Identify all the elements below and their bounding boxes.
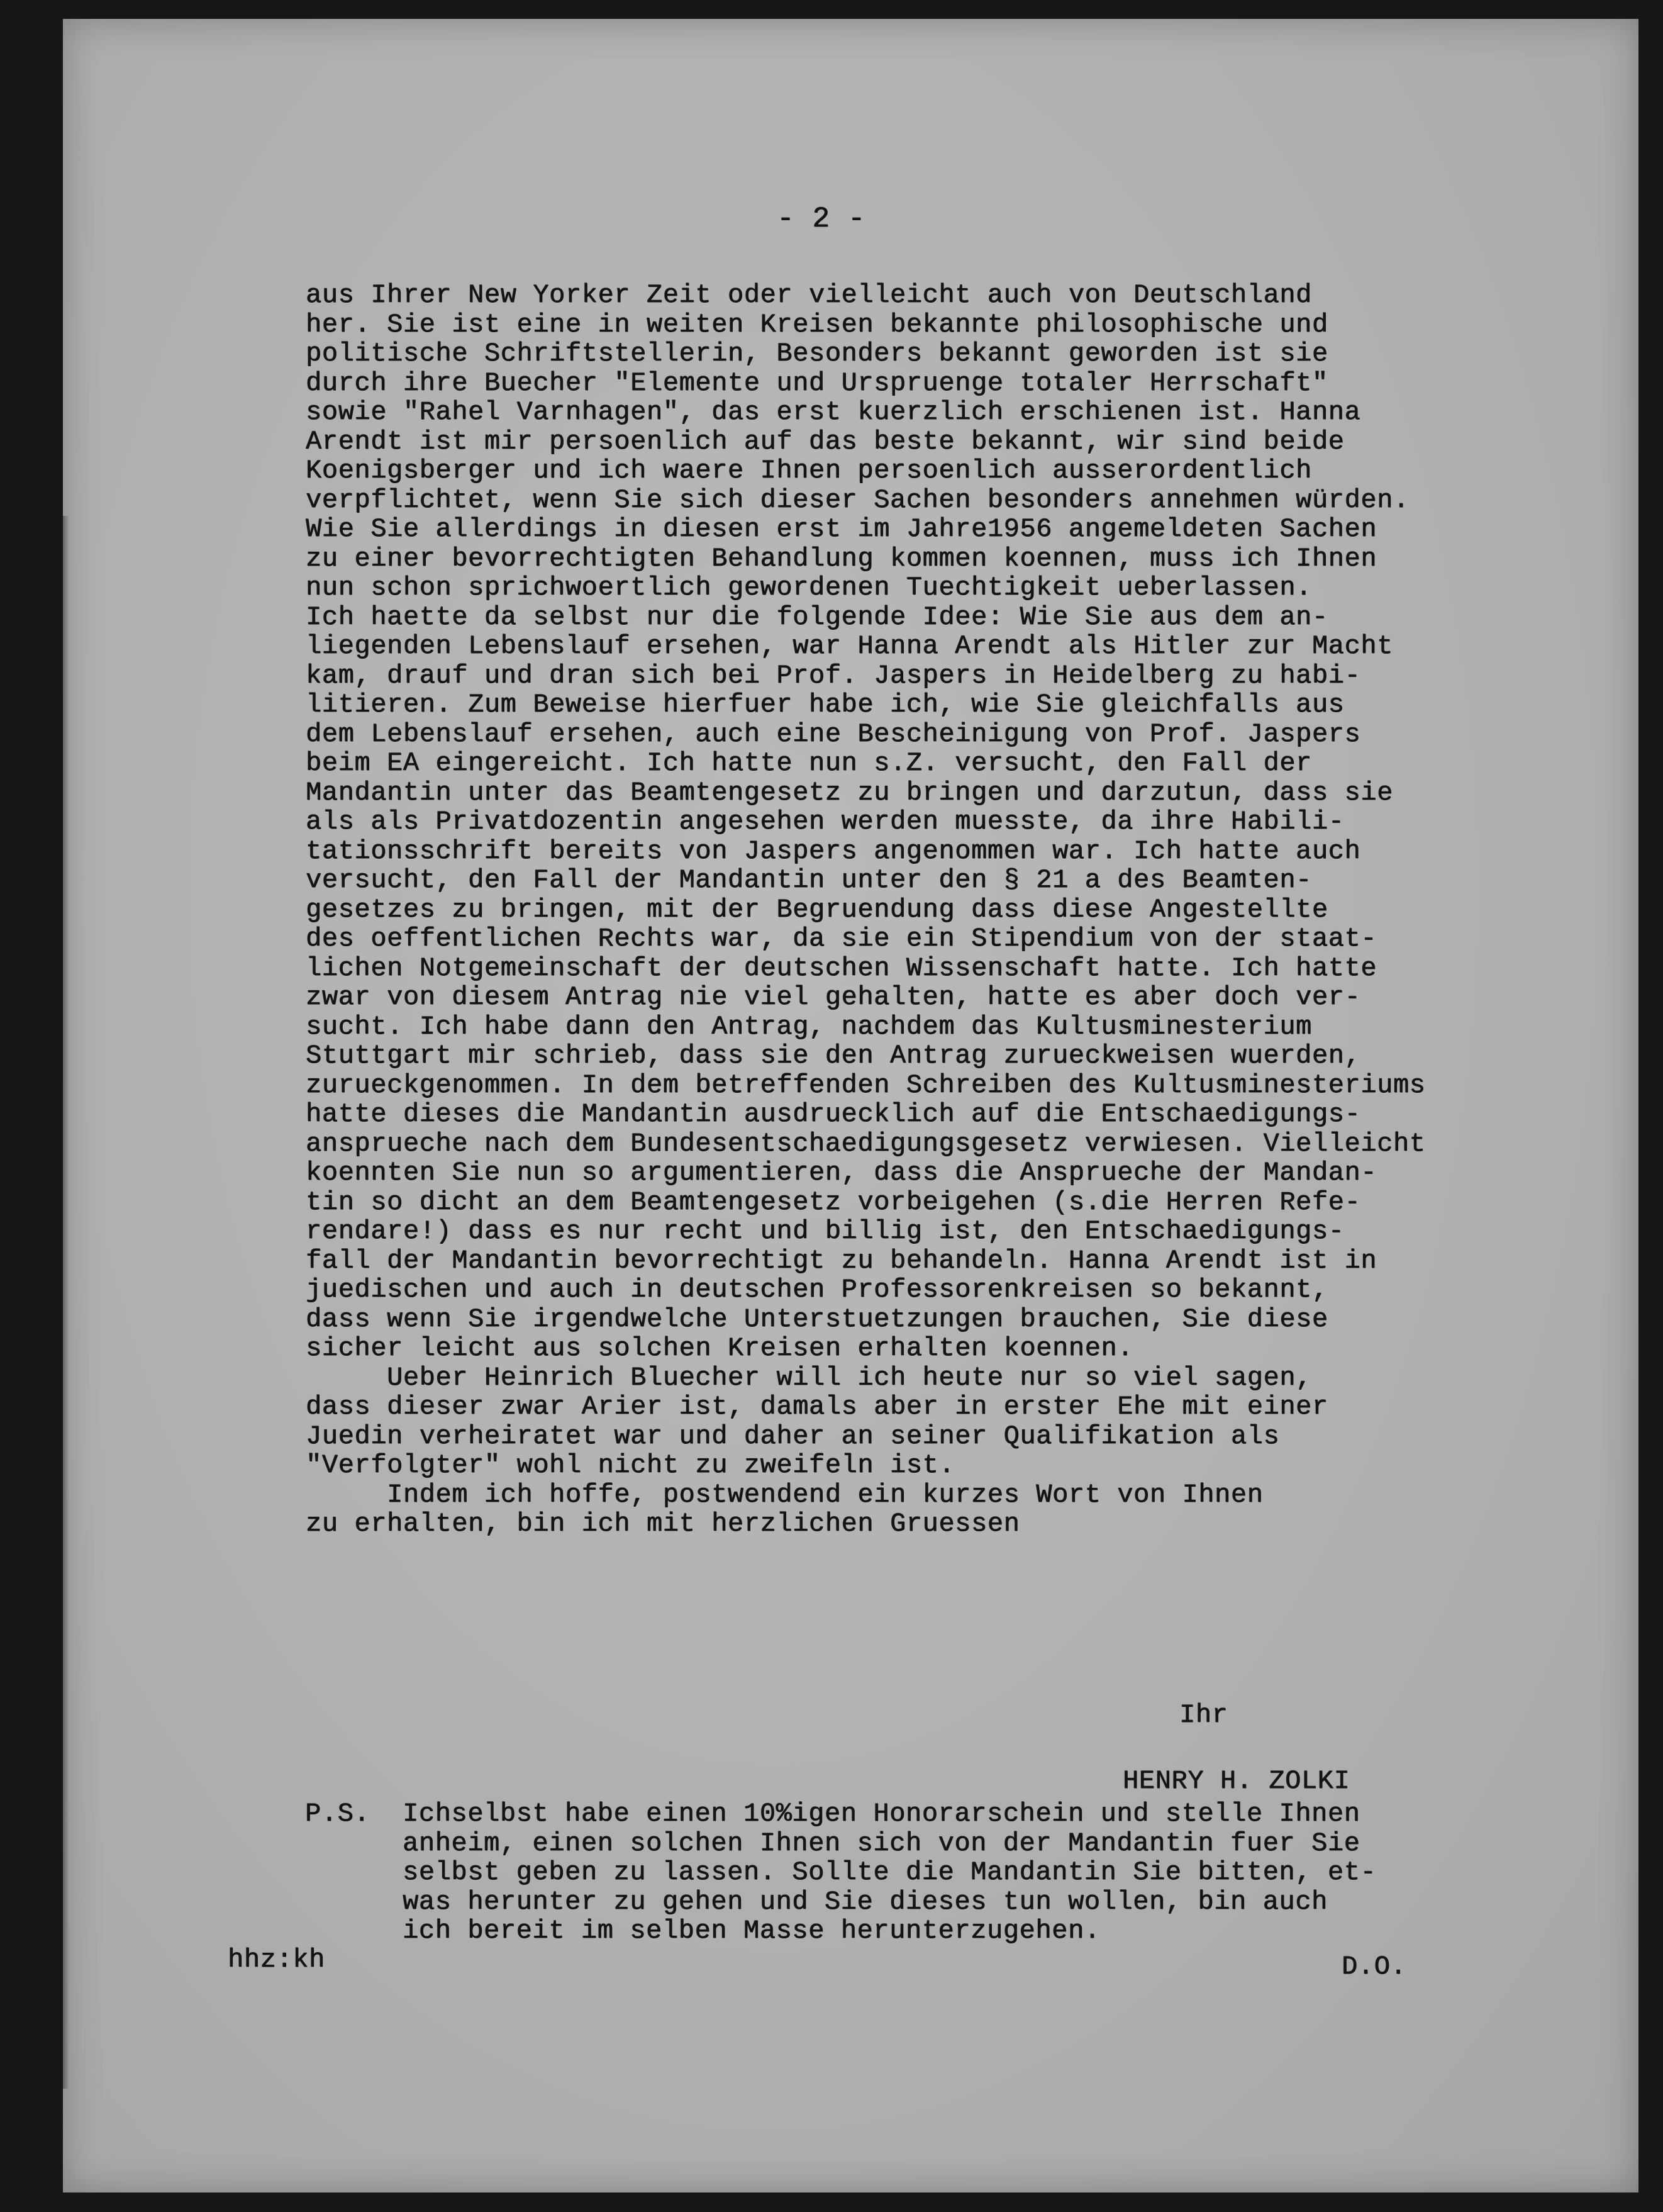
letter-page — [63, 19, 1638, 2192]
postscript-text: Ichselbst habe einen 10%igen Honorarschein und stelle Ihnen anheim, einen solchen Ihnen sich von der Mandantin fuer Sie selbst geben zu lassen. Sollte die Mandantin Sie bitten, et- was herunter zu gehen und Sie dieses tun wollen, bin auch ich bereit im selben Masse herunterzugehen. — [403, 1799, 1377, 1946]
page-number: - 2 - — [777, 203, 866, 235]
letter-body-text: aus Ihrer New Yorker Zeit oder vielleicht auch von Deutschland her. Sie ist eine in weiten Kreisen bekannte philosophische und politische Schriftstellerin, Besonders bekannt geworden ist sie durch ihre Buecher "Elemente und Urspruenge totaler Herrschaft" sowie "Rahel Varnhagen", das erst kuerzlich erschienen ist. Hanna Arendt ist mir persoenlich auf das beste bekannt, wir sind beide Koenigsberger und ich waere Ihnen persoenlich ausserordentlich verpflichtet, wenn Sie sich dieser Sachen besonders annehmen würden. Wie Sie allerdings in diesen erst im Jahre1956 angemeldeten Sachen zu einer bevorrechtigten Behandlung kommen koennen, muss ich Ihnen nun schon sprichwoertlich gewordenen Tuechtigkeit ueberlassen. Ich haette da selbst nur die folgende Idee: Wie Sie aus dem an- liegenden Lebenslauf ersehen, war Hanna Arendt als Hitler zur Macht kam, drauf und dran sich bei Prof. Jaspers in Heidelberg zu habi- litieren. Zum Beweise hierfuer habe ich, wie Sie gleichfalls aus dem Lebenslauf ersehen, auch eine Bescheinigung von Prof. Jaspers beim EA eingereicht. Ich hatte nun s.Z. versucht, den Fall der Mandantin unter das Beamtengesetz zu bringen und darzutun, dass sie als als Privatdozentin angesehen werden muesste, da ihre Habili- tationsschrift bereits von Jaspers angenommen war. Ich hatte auch versucht, den Fall der Mandantin unter den § 21 a des Beamten- gesetzes zu bringen, mit der Begruendung dass diese Angestellte des oeffentlichen Rechts war, da sie ein Stipendium von der staat- lichen Notgemeinschaft der deutschen Wissenschaft hatte. Ich hatte zwar von diesem Antrag nie viel gehalten, hatte es aber doch ver- sucht. Ich habe dann den Antrag, nachdem das Kultusminesterium Stuttgart mir schrieb, dass sie den Antrag zurueckweisen wuerden, zurueckgenommen. In dem betreffenden Schreiben des Kultusminesteriums hatte dieses die Mandantin ausdruecklich auf die Entschaedigungs- ansprueche nach dem Bundesentschaedigungsgesetz verwiesen. Vielleicht koennten Sie nun so argumentieren, dass die Ansprueche der Mandan- tin so dicht an dem Beamtengesetz vorbeigehen (s.die Herren Refe- rendare!) dass es nur recht und billig ist, den Entschaedigungs- fall der Mandantin bevorrechtigt zu behandeln. Hanna Arendt ist in juedischen und auch in deutschen Professorenkreisen so bekannt, dass wenn Sie irgendwelche Unterstuetzungen brauchen, Sie diese sicher leicht aus solchen Kreisen erhalten koennen. Ueber Heinrich Bluecher will ich heute nur so viel sagen, dass dieser zwar Arier ist, damals aber in erster Ehe mit einer Juedin verheiratet war und daher an seiner Qualifikation als "Verfolgter" wohl nicht zu zweifeln ist. Indem ich hoffe, postwendend ein kurzes Wort von Ihnen zu erhalten, bin ich mit herzlichen Gruessen — [306, 280, 1426, 1539]
closing-word: Ihr — [1179, 1700, 1228, 1730]
reference-initials: hhz:kh — [228, 1945, 325, 1975]
postscript-label: P.S. — [305, 1799, 370, 1829]
signature-name: HENRY H. ZOLKI — [1123, 1766, 1350, 1796]
turn-over-note: D.O. — [1342, 1952, 1407, 1982]
